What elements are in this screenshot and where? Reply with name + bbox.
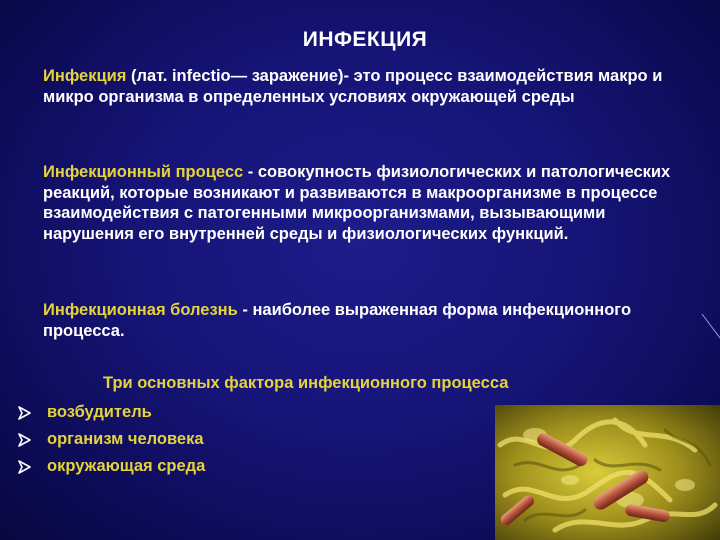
arrowhead-bullet-icon (18, 460, 31, 474)
term-infection: Инфекция (43, 67, 127, 85)
definition-infectious-disease-text: - наиболее выраженная форма инфекционного процесса. (43, 301, 632, 340)
list-item (18, 453, 205, 480)
definition-infection-text: (лат. infectio— заражение)- это процесс взаимодействия макро и микро организма в определенных условиях окружающей среды (43, 67, 663, 106)
definition-infectious-process-text: - совокупность физиологических и патологических реакций, которые возникают и развиваются в макроорганизме в процессе взаимодействия с патогенными микроорганизмами, вызывающими нарушения его внутренней среды и физиологических функций. (43, 163, 671, 243)
definition-infection (43, 66, 683, 107)
arrowhead-bullet-icon (18, 433, 31, 447)
list-item (18, 426, 205, 453)
definition-infectious-process (43, 162, 683, 244)
term-infectious-disease: Инфекционная болезнь (43, 301, 238, 319)
factor-environment: окружающая среда (47, 457, 206, 475)
factor-human-organism: организм человека (47, 430, 204, 448)
list-item (18, 399, 205, 426)
term-infectious-process: Инфекционный процесс (43, 163, 244, 181)
definition-infectious-disease (43, 300, 683, 341)
arrowhead-bullet-icon (18, 406, 31, 420)
factors-list (18, 399, 205, 480)
slide-title: ИНФЕКЦИЯ (302, 28, 428, 51)
decorative-line (700, 312, 720, 342)
factors-heading: Три основных фактора инфекционного процесса (103, 374, 509, 392)
factor-pathogen: возбудитель (47, 403, 152, 421)
bacteria-image (495, 405, 720, 540)
